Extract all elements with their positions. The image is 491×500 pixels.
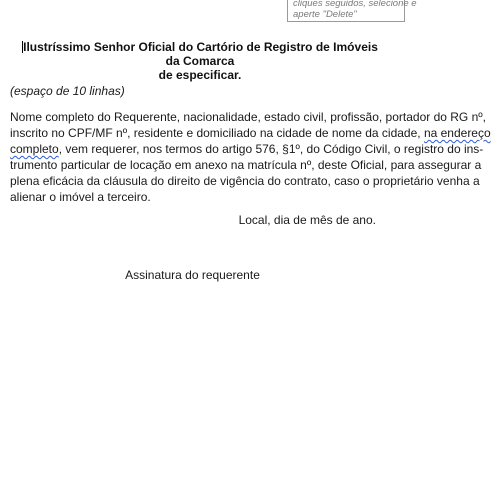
hint-line-2: aperte "Delete" xyxy=(293,8,357,20)
paragraph-line-5: plena eficácia da cláusula do direito de vigência do contrato, caso o proprietário venha a xyxy=(10,174,480,188)
place-and-date: Local, dia de mês de ano. xyxy=(238,213,376,227)
title-line-1: Ilustríssimo Senhor Oficial do Cartório de Registro de Imóveis da Comarca xyxy=(23,40,378,68)
title-line-2: de especificar. xyxy=(158,68,242,82)
paragraph-line-1: Nome completo do Requerente, nacionalidade, estado civil, profissão, portador do RG nº, xyxy=(10,110,486,124)
paragraph-line-2-text: inscrito no CPF/MF nº, residente e domiciliado na cidade de nome da cidade, xyxy=(10,126,424,140)
paragraph-line-3 xyxy=(10,141,484,157)
paragraph-line-6: alienar o imóvel a terceiro. xyxy=(10,190,151,204)
delete-hint-tooltip xyxy=(287,0,417,22)
paragraph-line-2 xyxy=(10,125,491,141)
paragraph-line-4: trumento particular de locação em anexo na matrícula nº, deste Oficial, para assegurar a xyxy=(10,158,482,172)
document-title[interactable] xyxy=(20,40,380,82)
signature-line: Assinatura do requerente xyxy=(125,268,260,282)
spellcheck-flag-2: completo xyxy=(10,142,59,156)
hint-line-1: cliques seguidos, selecione e xyxy=(293,0,417,9)
spacing-note: (espaço de 10 linhas) xyxy=(10,84,125,98)
request-paragraph[interactable] xyxy=(10,109,491,205)
spellcheck-flag: na endereço xyxy=(423,126,491,140)
paragraph-line-3-text: , vem requerer, nos termos do artigo 576, §1º, do Código Civil, o registro do ins- xyxy=(58,142,484,156)
